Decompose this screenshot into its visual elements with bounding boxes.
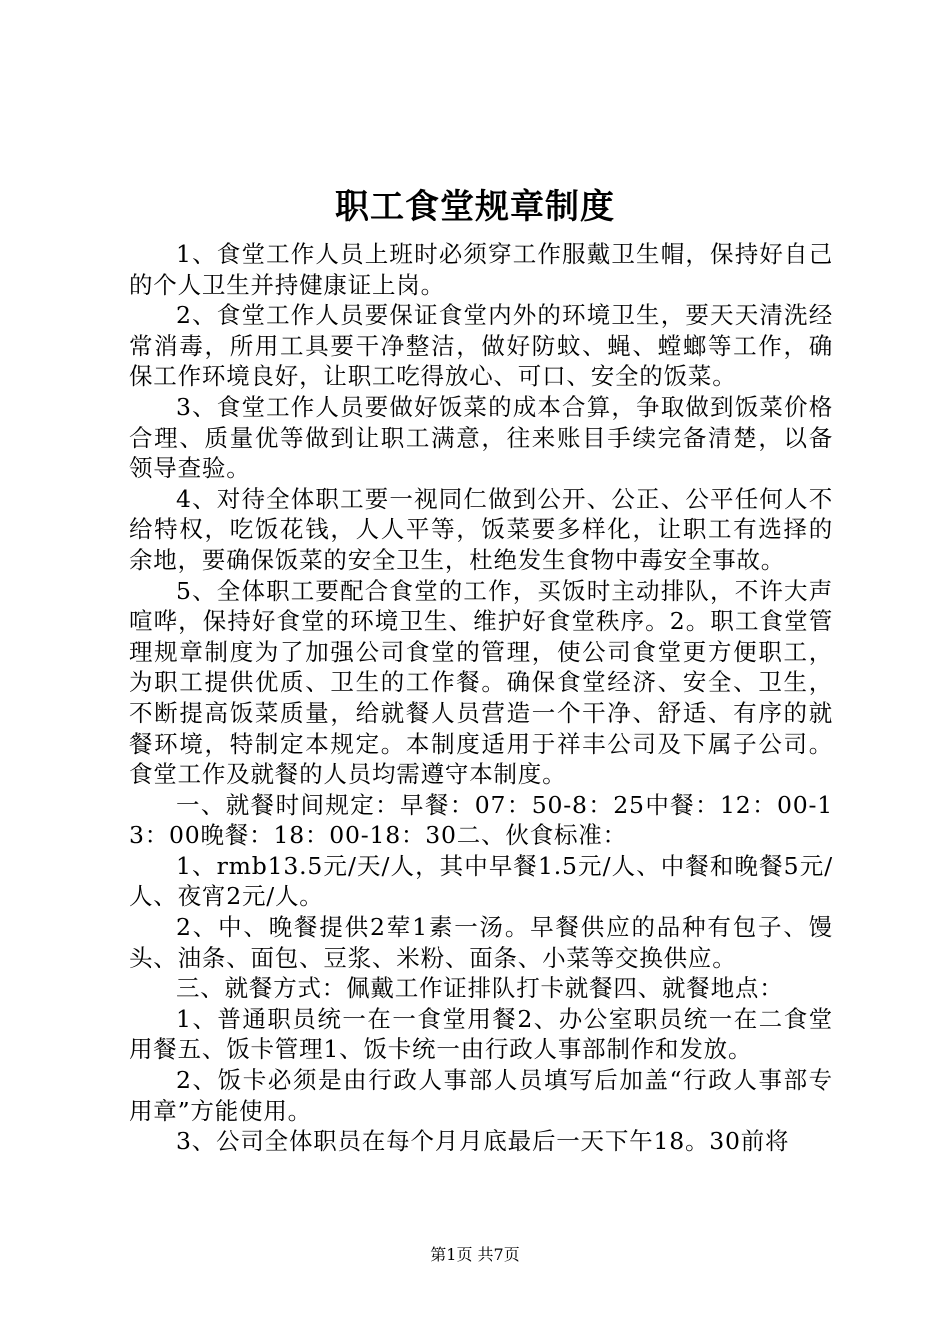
paragraph: 3、公司全体职员在每个月月底最后一天下午18。30前将 <box>176 1127 790 1156</box>
paragraph: 5、全体职工要配合食堂的工作，买饭时主动排队，不许大声喧哗，保持好食堂的环境卫生、维护好食堂秩序。2。职工食堂管理规章制度为了加强公司食堂的管理，使公司食堂更方便职工，为职工提供优质、卫生的工作餐。确保食堂经济、安全、卫生，不断提高饭菜质量，给就餐人员营造一个干净、舒适、有序的就餐环境，特制定本规定。本制度适用于祥丰公司及下属子公司。食堂工作及就餐的人员均需遵守本制度。 <box>129 576 833 789</box>
document-title: 职工食堂规章制度 <box>335 187 615 227</box>
paragraph: 一、就餐时间规定：早餐：07：50-8：25中餐：12：00-13：00晚餐：18：00-18：30二、伙食标准： <box>129 790 833 850</box>
page-footer: 第1页 共7页 <box>430 1245 520 1264</box>
paragraph: 4、对待全体职工要一视同仁做到公开、公正、公平任何人不给特权，吃饭花钱，人人平等，饭菜要多样化，让职工有选择的余地，要确保饭菜的安全卫生，杜绝发生食物中毒安全事故。 <box>129 484 833 574</box>
paragraph: 2、食堂工作人员要保证食堂内外的环境卫生，要天天清洗经常消毒，所用工具要干净整洁，做好防蚊、蝇、螳螂等工作，确保工作环境良好，让职工吃得放心、可口、安全的饭菜。 <box>129 301 833 391</box>
paragraph: 1、普通职员统一在一食堂用餐2、办公室职员统一在二食堂用餐五、饭卡管理1、饭卡统一由行政人事部制作和发放。 <box>129 1004 833 1064</box>
paragraph: 3、食堂工作人员要做好饭菜的成本合算，争取做到饭菜价格合理、质量优等做到让职工满意，往来账目手续完备清楚，以备领导查验。 <box>129 392 833 483</box>
document-body <box>129 239 833 1157</box>
paragraph: 2、中、晚餐提供2荤1素一汤。早餐供应的品种有包子、馒头、油条、面包、豆浆、米粉、面条、小菜等交换供应。 <box>129 913 833 972</box>
paragraph: 三、就餐方式：佩戴工作证排队打卡就餐四、就餐地点： <box>176 974 784 1003</box>
paragraph: 1、食堂工作人员上班时必须穿工作服戴卫生帽，保持好自己的个人卫生并持健康证上岗。 <box>129 240 833 299</box>
paragraph: 2、饭卡必须是由行政人事部人员填写后加盖“行政人事部专用章”方能使用。 <box>129 1066 833 1125</box>
paragraph: 1、rmb13.5元/天/人，其中早餐1.5元/人、中餐和晚餐5元/人、夜宵2元/人。 <box>129 851 833 911</box>
